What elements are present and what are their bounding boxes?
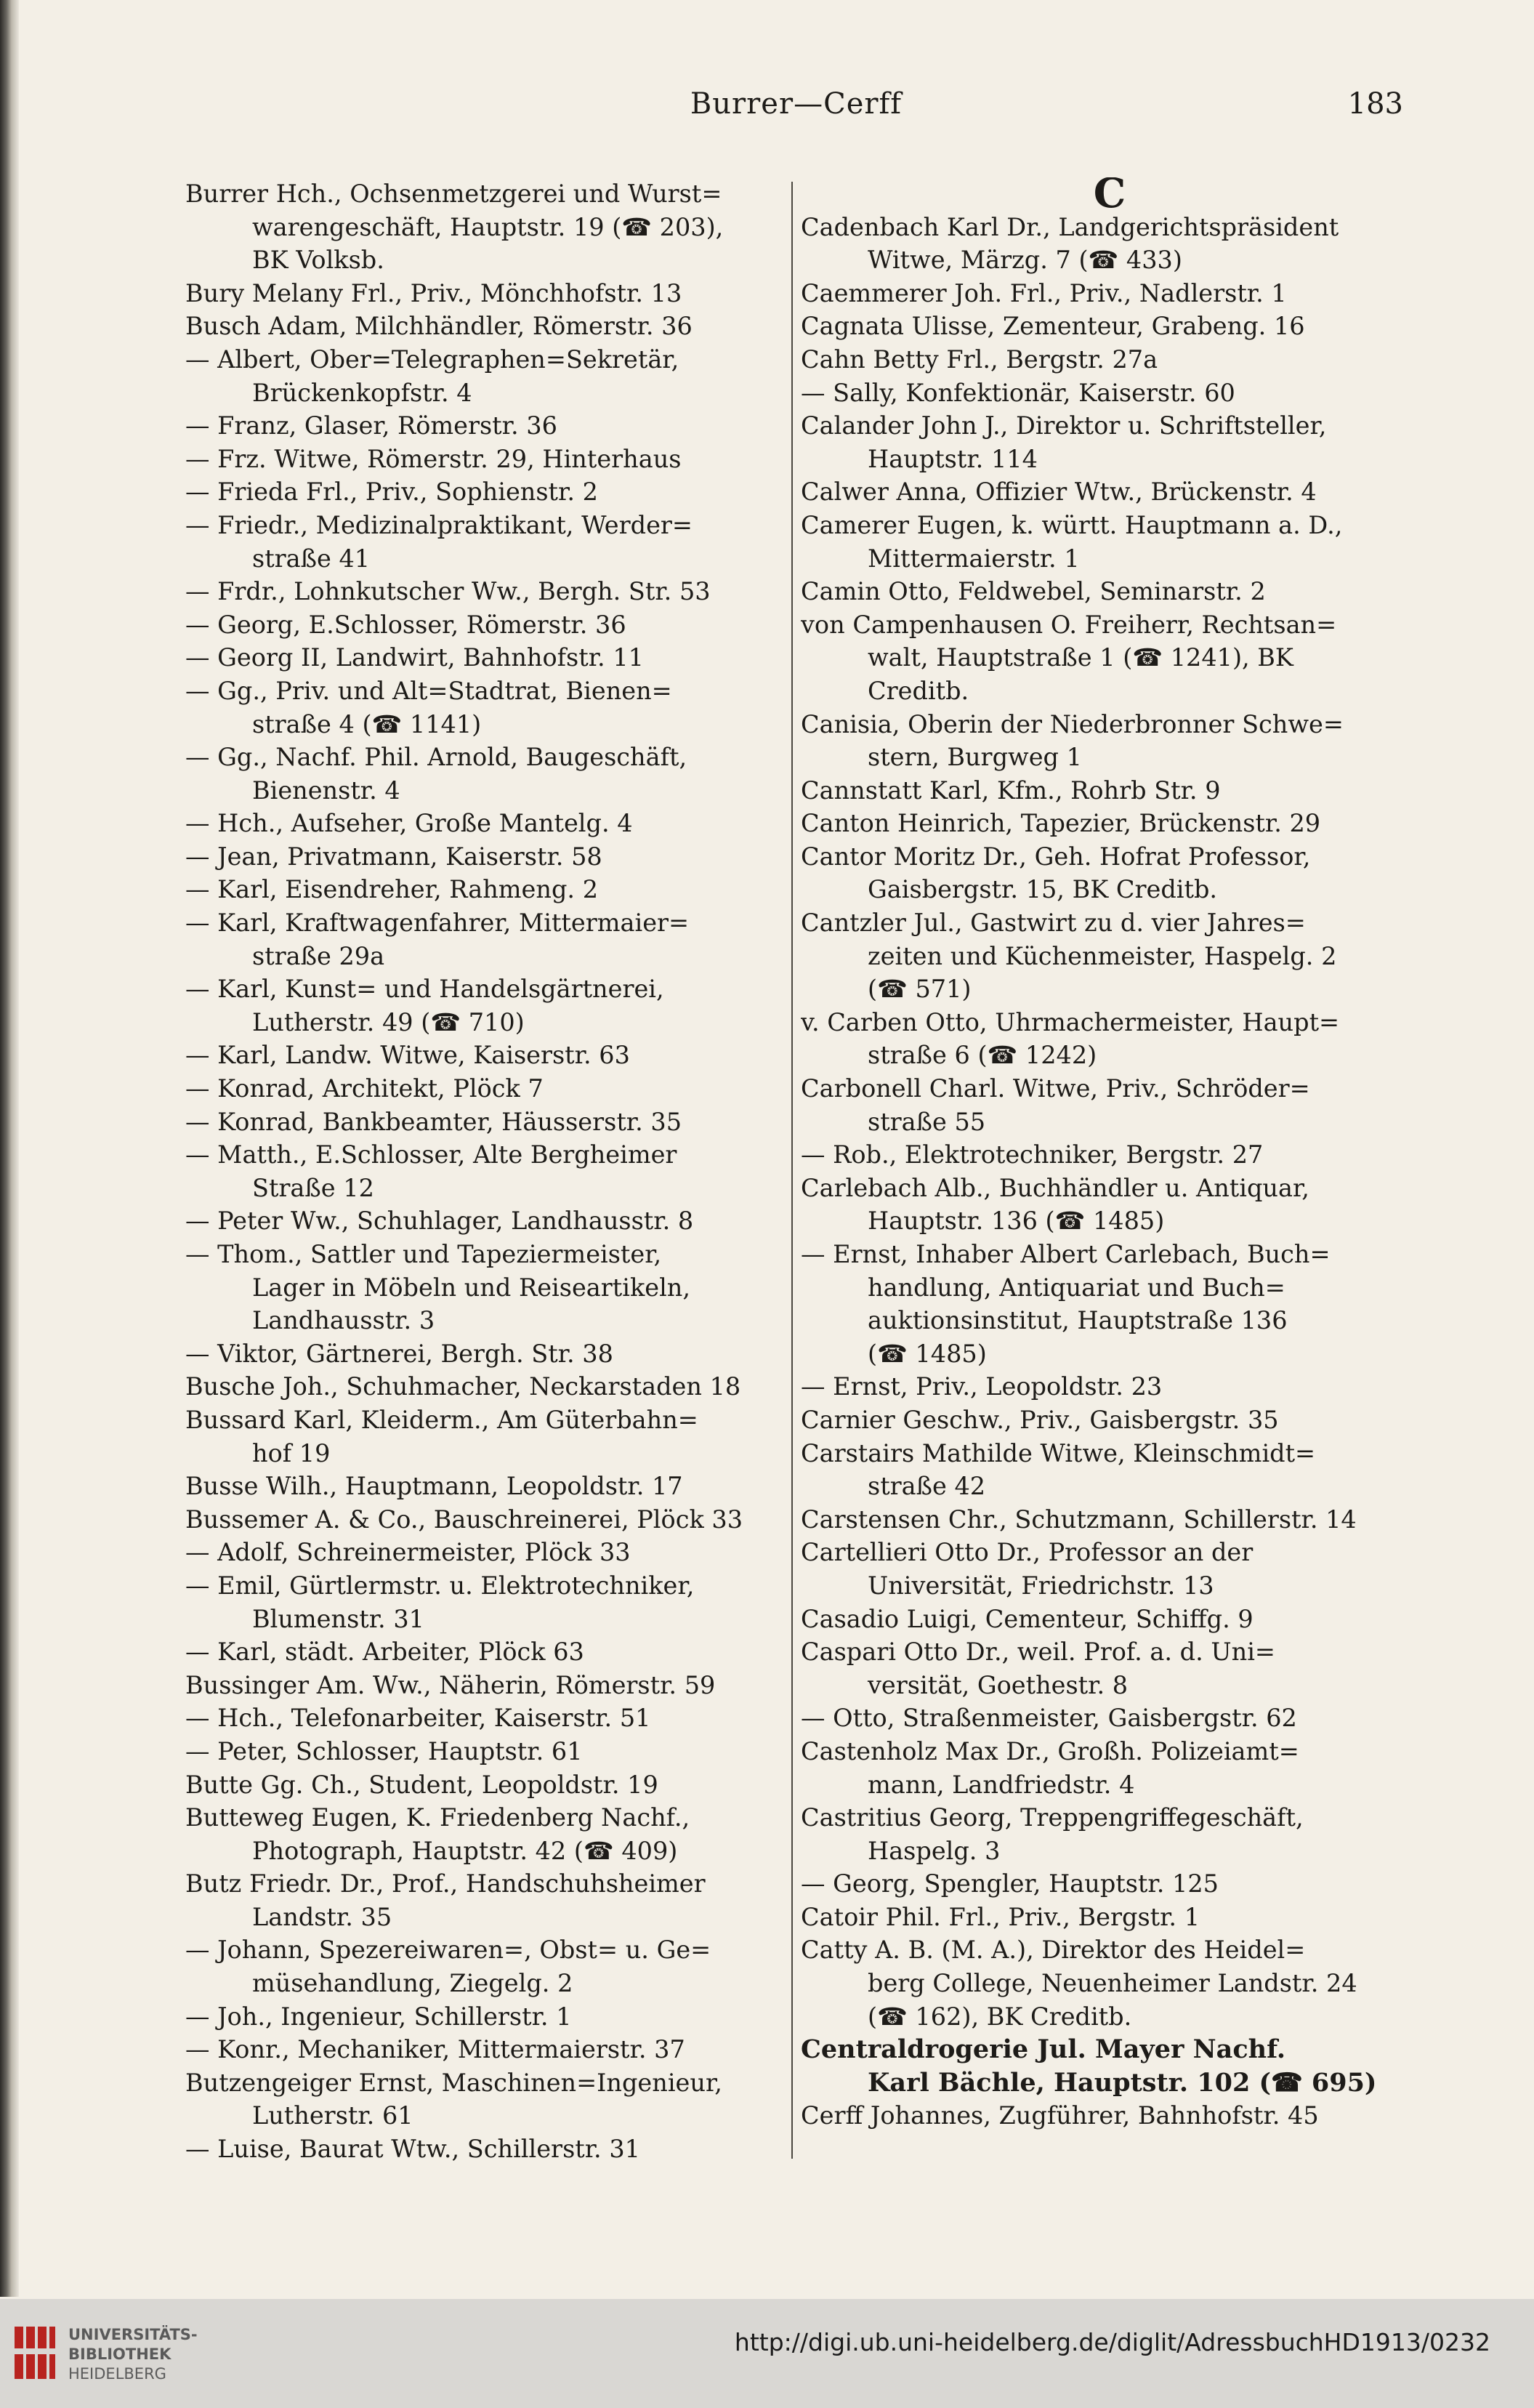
directory-line: Centraldrogerie Jul. Mayer Nachf. <box>801 2034 1286 2065</box>
library-name-line3: HEIDELBERG <box>68 2365 166 2383</box>
directory-line: Burrer Hch., Ochsenmetzgerei und Wurst= <box>185 180 722 208</box>
directory-line: Castenholz Max Dr., Großh. Polizeiamt= <box>801 1736 1299 1765</box>
directory-line: walt, Hauptstraße 1 (☎ 1241), BK <box>868 643 1293 672</box>
directory-line: — Frz. Witwe, Römerstr. 29, Hinterhaus <box>185 444 682 473</box>
directory-line: — Karl, Kraftwagenfahrer, Mittermaier= <box>185 909 690 938</box>
directory-line: straße 55 <box>868 1107 986 1136</box>
directory-line: Catoir Phil. Frl., Priv., Bergstr. 1 <box>801 1902 1200 1931</box>
column-divider <box>791 182 793 2159</box>
directory-line: Castritius Georg, Treppengriffegeschäft, <box>801 1803 1304 1832</box>
directory-line: Caemmerer Joh. Frl., Priv., Nadlerstr. 1 <box>801 278 1287 307</box>
directory-line: Bussard Karl, Kleiderm., Am Güterbahn= <box>185 1405 698 1434</box>
directory-line: Busch Adam, Milchhändler, Römerstr. 36 <box>185 312 693 341</box>
directory-line: stern, Burgweg 1 <box>868 743 1082 772</box>
directory-line: Landhausstr. 3 <box>252 1306 435 1335</box>
directory-line: Cantor Moritz Dr., Geh. Hofrat Professor, <box>801 842 1311 871</box>
directory-line: Cantzler Jul., Gastwirt zu d. vier Jahres= <box>801 909 1306 938</box>
directory-line: hof 19 <box>252 1438 331 1467</box>
directory-line: straße 41 <box>252 544 371 573</box>
directory-line: mann, Landfriedstr. 4 <box>868 1770 1135 1799</box>
directory-line: — Rob., Elektrotechniker, Bergstr. 27 <box>801 1140 1264 1169</box>
directory-line: Cadenbach Karl Dr., Landgerichtspräsident <box>801 212 1339 241</box>
directory-line: Catty A. B. (M. A.), Direktor des Heidel= <box>801 1936 1306 1965</box>
directory-line: — Gg., Nachf. Phil. Arnold, Baugeschäft, <box>185 743 687 772</box>
directory-line: — Frdr., Lohnkutscher Ww., Bergh. Str. 53 <box>185 577 711 606</box>
directory-line: Lutherstr. 61 <box>252 2101 413 2130</box>
directory-line: müsehandlung, Ziegelg. 2 <box>252 1969 573 1998</box>
directory-line: berg College, Neuenheimer Landstr. 24 <box>868 1969 1357 1998</box>
directory-line: — Karl, Kunst= und Handelsgärtnerei, <box>185 975 664 1004</box>
directory-line: — Peter, Schlosser, Hauptstr. 61 <box>185 1736 583 1765</box>
directory-line: — Konr., Mechaniker, Mittermaierstr. 37 <box>185 2035 685 2064</box>
directory-line: Carnier Geschw., Priv., Gaisbergstr. 35 <box>801 1405 1279 1434</box>
directory-line: Calwer Anna, Offizier Wtw., Brückenstr. 4 <box>801 478 1317 507</box>
directory-line: Caspari Otto Dr., weil. Prof. a. d. Uni= <box>801 1638 1275 1667</box>
directory-line: Camerer Eugen, k. württ. Hauptmann a. D., <box>801 510 1343 539</box>
directory-line: — Otto, Straßenmeister, Gaisbergstr. 62 <box>801 1704 1297 1733</box>
directory-line: Straße 12 <box>252 1173 374 1202</box>
directory-line: Universität, Friedrichstr. 13 <box>868 1571 1214 1600</box>
directory-line: straße 6 (☎ 1242) <box>868 1041 1097 1070</box>
directory-line: Carbonell Charl. Witwe, Priv., Schröder= <box>801 1074 1310 1103</box>
directory-line: Bussinger Am. Ww., Näherin, Römerstr. 59 <box>185 1670 716 1699</box>
directory-line: — Luise, Baurat Wtw., Schillerstr. 31 <box>185 2135 640 2164</box>
directory-line: — Hch., Aufseher, Große Mantelg. 4 <box>185 809 633 838</box>
directory-line: — Frieda Frl., Priv., Sophienstr. 2 <box>185 478 598 507</box>
directory-line: — Georg, Spengler, Hauptstr. 125 <box>801 1869 1219 1898</box>
library-name-line1: UNIVERSITÄTS- <box>68 2326 198 2343</box>
directory-line: Bussemer A. & Co., Bauschreinerei, Plöck 33 <box>185 1505 743 1534</box>
document-url-link[interactable]: http://digi.ub.uni-heidelberg.de/diglit/AdressbuchHD1913/0232 <box>734 2328 1490 2356</box>
library-name-line2: BIBLIOTHEK <box>68 2345 171 2363</box>
directory-line: — Sally, Konfektionär, Kaiserstr. 60 <box>801 378 1235 407</box>
directory-line: Carlebach Alb., Buchhändler u. Antiquar, <box>801 1173 1309 1202</box>
directory-line: — Ernst, Priv., Leopoldstr. 23 <box>801 1372 1163 1401</box>
page-header <box>189 87 1403 145</box>
directory-line: Lutherstr. 49 (☎ 710) <box>252 1007 525 1036</box>
directory-line: straße 4 (☎ 1141) <box>252 709 482 738</box>
directory-line: Landstr. 35 <box>252 1902 392 1931</box>
directory-line: — Konrad, Bankbeamter, Häusserstr. 35 <box>185 1107 682 1136</box>
left-column <box>185 177 781 2166</box>
right-column <box>801 177 1418 2133</box>
directory-line: versität, Goethestr. 8 <box>868 1670 1129 1699</box>
directory-line: — Hch., Telefonarbeiter, Kaiserstr. 51 <box>185 1704 651 1733</box>
directory-line: Camin Otto, Feldwebel, Seminarstr. 2 <box>801 577 1266 606</box>
directory-line: — Karl, Eisendreher, Rahmeng. 2 <box>185 875 599 904</box>
directory-line: Canton Heinrich, Tapezier, Brückenstr. 29 <box>801 809 1321 838</box>
directory-line: straße 42 <box>868 1472 986 1501</box>
directory-line: — Georg, E.Schlosser, Römerstr. 36 <box>185 610 626 639</box>
directory-line: — Albert, Ober=Telegraphen=Sekretär, <box>185 345 679 374</box>
directory-line: Butzengeiger Ernst, Maschinen=Ingenieur, <box>185 2068 722 2097</box>
directory-line: Photograph, Hauptstr. 42 (☎ 409) <box>252 1836 678 1865</box>
directory-line: Hauptstr. 136 (☎ 1485) <box>868 1207 1165 1236</box>
directory-line: Cagnata Ulisse, Zementeur, Grabeng. 16 <box>801 312 1305 341</box>
directory-line: Butz Friedr. Dr., Prof., Handschuhsheimer <box>185 1869 706 1898</box>
directory-line: Carstairs Mathilde Witwe, Kleinschmidt= <box>801 1438 1316 1467</box>
directory-line: Witwe, Märzg. 7 (☎ 433) <box>868 246 1182 275</box>
directory-line: — Johann, Spezereiwaren=, Obst= u. Ge= <box>185 1936 711 1965</box>
directory-line: Brückenkopfstr. 4 <box>252 378 472 407</box>
directory-line: Butte Gg. Ch., Student, Leopoldstr. 19 <box>185 1770 658 1799</box>
directory-line: — Emil, Gürtlermstr. u. Elektrotechniker, <box>185 1571 695 1600</box>
directory-line: Cannstatt Karl, Kfm., Rohrb Str. 9 <box>801 776 1221 805</box>
directory-line: Karl Bächle, Hauptstr. 102 (☎ 695) <box>868 2067 1377 2098</box>
directory-line: — Karl, städt. Arbeiter, Plöck 63 <box>185 1638 584 1667</box>
library-name <box>68 2325 198 2384</box>
directory-line: — Gg., Priv. und Alt=Stadtrat, Bienen= <box>185 676 672 705</box>
directory-line: (☎ 162), BK Creditb. <box>868 2002 1132 2031</box>
directory-line: — Joh., Ingenieur, Schillerstr. 1 <box>185 2002 572 2031</box>
directory-line: — Karl, Landw. Witwe, Kaiserstr. 63 <box>185 1041 630 1070</box>
section-initial: C <box>1093 177 1126 211</box>
directory-line: warengeschäft, Hauptstr. 19 (☎ 203), <box>252 212 724 241</box>
directory-line: v. Carben Otto, Uhrmachermeister, Haupt= <box>801 1007 1340 1036</box>
directory-line: — Matth., E.Schlosser, Alte Bergheimer <box>185 1140 677 1169</box>
directory-line: Haspelg. 3 <box>868 1836 1001 1865</box>
directory-line: Creditb. <box>868 676 969 705</box>
directory-line: Carstensen Chr., Schutzmann, Schillerstr. 14 <box>801 1505 1357 1534</box>
directory-line: — Jean, Privatmann, Kaiserstr. 58 <box>185 842 602 871</box>
directory-line: — Ernst, Inhaber Albert Carlebach, Buch= <box>801 1240 1331 1268</box>
directory-line: Blumenstr. 31 <box>252 1604 424 1633</box>
directory-line: — Peter Ww., Schuhlager, Landhausstr. 8 <box>185 1207 694 1236</box>
running-head: Burrer—Cerff <box>690 87 903 121</box>
directory-line: — Franz, Glaser, Römerstr. 36 <box>185 411 557 440</box>
page-number: 183 <box>1347 87 1403 121</box>
directory-line: Cerff Johannes, Zugführer, Bahnhofstr. 45 <box>801 2101 1319 2130</box>
library-logo-icon <box>12 2324 58 2382</box>
directory-line: Bienenstr. 4 <box>252 776 400 805</box>
directory-line: handlung, Antiquariat und Buch= <box>868 1273 1285 1302</box>
directory-line: Casadio Luigi, Cementeur, Schiffg. 9 <box>801 1604 1254 1633</box>
directory-line: Mittermaierstr. 1 <box>868 544 1080 573</box>
directory-line: Busche Joh., Schuhmacher, Neckarstaden 18 <box>185 1372 741 1401</box>
directory-line: auktionsinstitut, Hauptstraße 136 <box>868 1306 1288 1335</box>
directory-line: — Adolf, Schreinermeister, Plöck 33 <box>185 1538 631 1567</box>
directory-line: Butteweg Eugen, K. Friedenberg Nachf., <box>185 1803 690 1832</box>
directory-line: Hauptstr. 114 <box>868 444 1038 473</box>
directory-line: (☎ 571) <box>868 975 972 1004</box>
directory-line: Calander John J., Direktor u. Schriftsteller, <box>801 411 1327 440</box>
directory-line: (☎ 1485) <box>868 1339 987 1368</box>
directory-line: Cahn Betty Frl., Bergstr. 27a <box>801 345 1158 374</box>
directory-line: Canisia, Oberin der Niederbronner Schwe= <box>801 709 1344 738</box>
directory-line: Cartellieri Otto Dr., Professor an der <box>801 1538 1254 1567</box>
directory-line: — Konrad, Architekt, Plöck 7 <box>185 1074 544 1103</box>
directory-line: — Viktor, Gärtnerei, Bergh. Str. 38 <box>185 1339 613 1368</box>
directory-line: Busse Wilh., Hauptmann, Leopoldstr. 17 <box>185 1472 683 1501</box>
directory-line: Bury Melany Frl., Priv., Mönchhofstr. 13 <box>185 278 682 307</box>
directory-line: — Thom., Sattler und Tapeziermeister, <box>185 1240 662 1268</box>
directory-line: straße 29a <box>252 941 385 970</box>
directory-line: — Georg II, Landwirt, Bahnhofstr. 11 <box>185 643 644 672</box>
directory-line: Gaisbergstr. 15, BK Creditb. <box>868 875 1218 904</box>
footer-bar <box>0 2299 1534 2408</box>
directory-line: Lager in Möbeln und Reiseartikeln, <box>252 1273 691 1302</box>
directory-line: von Campenhausen O. Freiherr, Rechtsan= <box>801 610 1337 639</box>
book-spine-shadow <box>0 0 19 2297</box>
directory-line: — Friedr., Medizinalpraktikant, Werder= <box>185 510 693 539</box>
directory-line: BK Volksb. <box>252 246 384 275</box>
directory-line: zeiten und Küchenmeister, Haspelg. 2 <box>868 941 1337 970</box>
